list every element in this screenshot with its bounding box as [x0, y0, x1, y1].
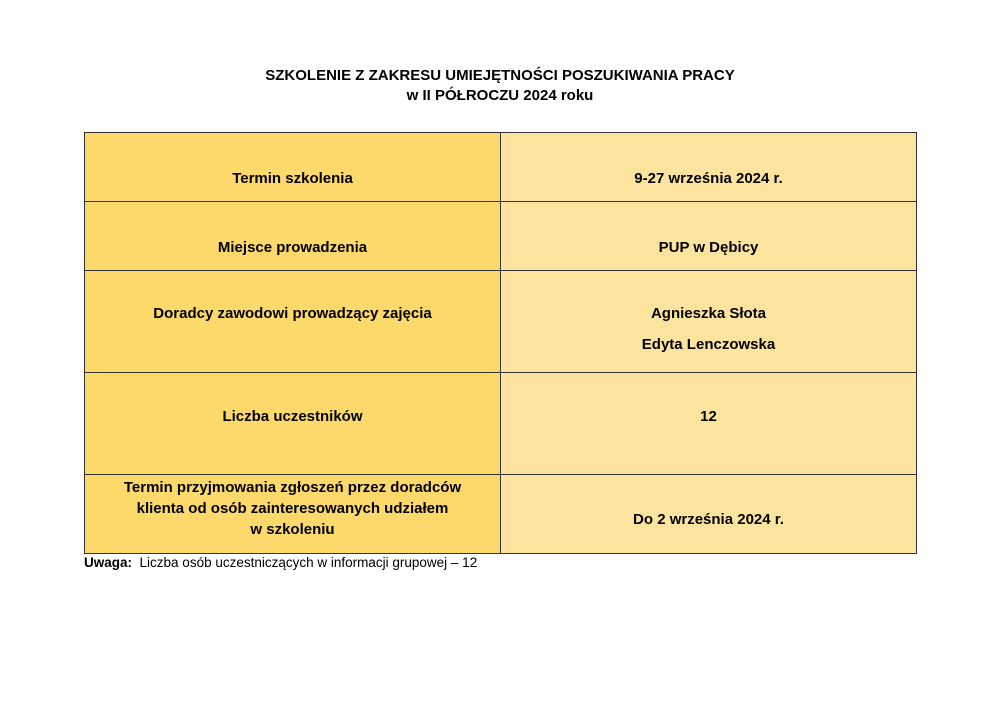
value-line: Do 2 września 2024 r.	[633, 511, 784, 528]
training-info-table	[84, 132, 917, 554]
row-value-application-deadline	[501, 475, 917, 554]
row-value-place	[501, 202, 917, 271]
table-row	[85, 373, 917, 475]
row-label-participants: Liczba uczestników	[85, 373, 501, 475]
table-row	[85, 475, 917, 554]
title-line-1: SZKOLENIE Z ZAKRESU UMIEJĘTNOŚCI POSZUKIWANIA PRACY	[265, 67, 735, 84]
advisor-name: Edyta Lenczowska	[641, 336, 776, 353]
row-label-place: Miejsce prowadzenia	[85, 202, 501, 271]
advisor-name: Agnieszka Słota	[650, 305, 767, 322]
table-row	[85, 133, 917, 202]
value-line: 9-27 września 2024 r.	[634, 169, 783, 187]
label-line: Termin przyjmowania zgłoszeń przez doradców	[123, 479, 462, 496]
note-text: Liczba osób uczestniczących w informacji grupowej – 12	[139, 555, 478, 570]
label-line: w szkoleniu	[250, 521, 335, 538]
title-line-2: w II PÓŁROCZU 2024 roku	[406, 87, 594, 104]
value-line: 12	[700, 408, 717, 425]
row-label-term: Termin szkolenia	[85, 133, 501, 202]
row-value-advisors	[501, 271, 917, 373]
row-label-advisors: Doradcy zawodowi prowadzący zajęcia	[85, 271, 501, 373]
row-value-term	[501, 133, 917, 202]
note-label: Uwaga:	[84, 555, 133, 570]
row-label-application-deadline	[85, 475, 501, 554]
note	[84, 555, 477, 570]
label-line: klienta od osób zainteresowanych udziałem	[136, 500, 449, 517]
row-value-participants	[501, 373, 917, 475]
value-line: PUP w Dębicy	[658, 238, 759, 256]
table-row	[85, 202, 917, 271]
table-row	[85, 271, 917, 373]
document-title	[0, 66, 1000, 106]
